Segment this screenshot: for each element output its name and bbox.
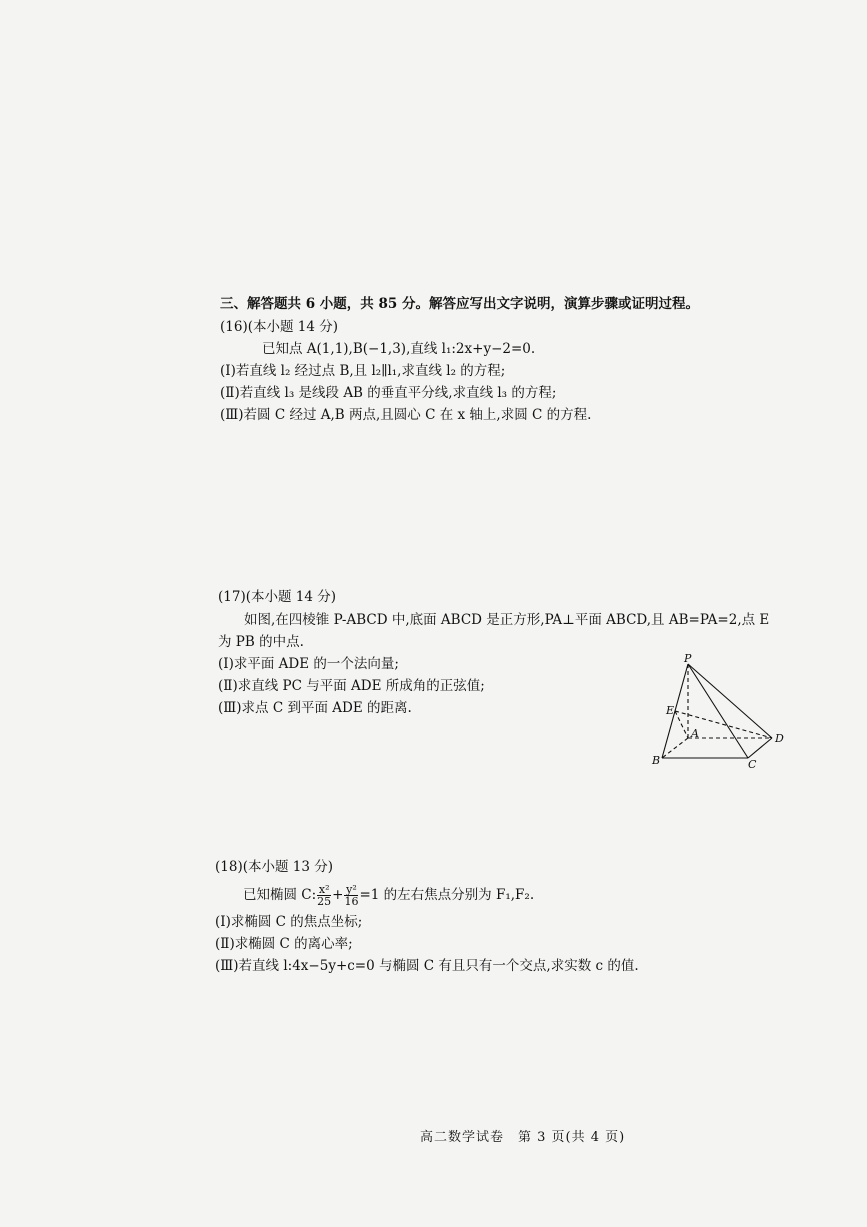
q18-title: (18)(本小题 13 分) [215,859,334,875]
q17-part2: (Ⅱ)求直线 PC 与平面 ADE 所成角的正弦值; [218,678,485,694]
edge-CD [748,738,772,758]
q18-stem [243,882,534,908]
q18-stem-post: =1 的左右焦点分别为 F₁,F₂. [359,887,535,903]
q18-part2: (Ⅱ)求椭圆 C 的离心率; [215,936,353,952]
q18-stem-pre: 已知椭圆 C: [243,887,317,903]
q17-part3: (Ⅲ)求点 C 到平面 ADE 的距离. [218,700,412,716]
label-B: B [652,754,661,767]
q16-title: (16)(本小题 14 分) [220,319,339,335]
label-C: C [748,758,757,771]
q17-stem-line1: 如图,在四棱锥 P-ABCD 中,底面 ABCD 是正方形,PA⊥平面 ABCD,且 AB=PA=2,点 E [244,612,770,628]
q17-stem-line2: 为 PB 的中点. [218,634,304,650]
q17-title: (17)(本小题 14 分) [218,589,337,605]
label-A: A [691,727,699,740]
label-P: P [684,652,692,665]
fraction-y2-16: $\frac{\text{y²}}{16}$ [344,883,359,908]
edge-AB [662,738,688,758]
q16-stem: 已知点 A(1,1),B(−1,3),直线 l₁:2x+y−2=0. [262,341,536,357]
q16-part1: (Ⅰ)若直线 l₂ 经过点 B,且 l₂∥l₁,求直线 l₂ 的方程; [220,363,506,379]
q18-part1: (Ⅰ)求椭圆 C 的焦点坐标; [215,914,363,930]
pyramid-figure [640,652,800,772]
fraction-x2-25: $\frac{\text{x²}}{25}$ [317,883,332,908]
plus-sign: + [332,887,344,903]
edge-EA [675,711,688,738]
edge-PD [688,664,772,738]
label-E: E [666,704,675,717]
q16-part2: (Ⅱ)若直线 l₃ 是线段 AB 的垂直平分线,求直线 l₃ 的方程; [220,385,557,401]
page-footer: 高二数学试卷 第 3 页(共 4 页) [420,1130,626,1145]
q16-part3: (Ⅲ)若圆 C 经过 A,B 两点,且圆心 C 在 x 轴上,求圆 C 的方程. [220,407,592,423]
label-D: D [775,732,784,745]
q18-part3: (Ⅲ)若直线 l:4x−5y+c=0 与椭圆 C 有且只有一个交点,求实数 c 的值. [215,958,639,974]
q17-part1: (Ⅰ)求平面 ADE 的一个法向量; [218,656,399,672]
section-header: 三、解答题共 6 小题，共 85 分。解答应写出文字说明，演算步骤或证明过程。 [220,296,699,312]
edge-PC [688,664,748,758]
